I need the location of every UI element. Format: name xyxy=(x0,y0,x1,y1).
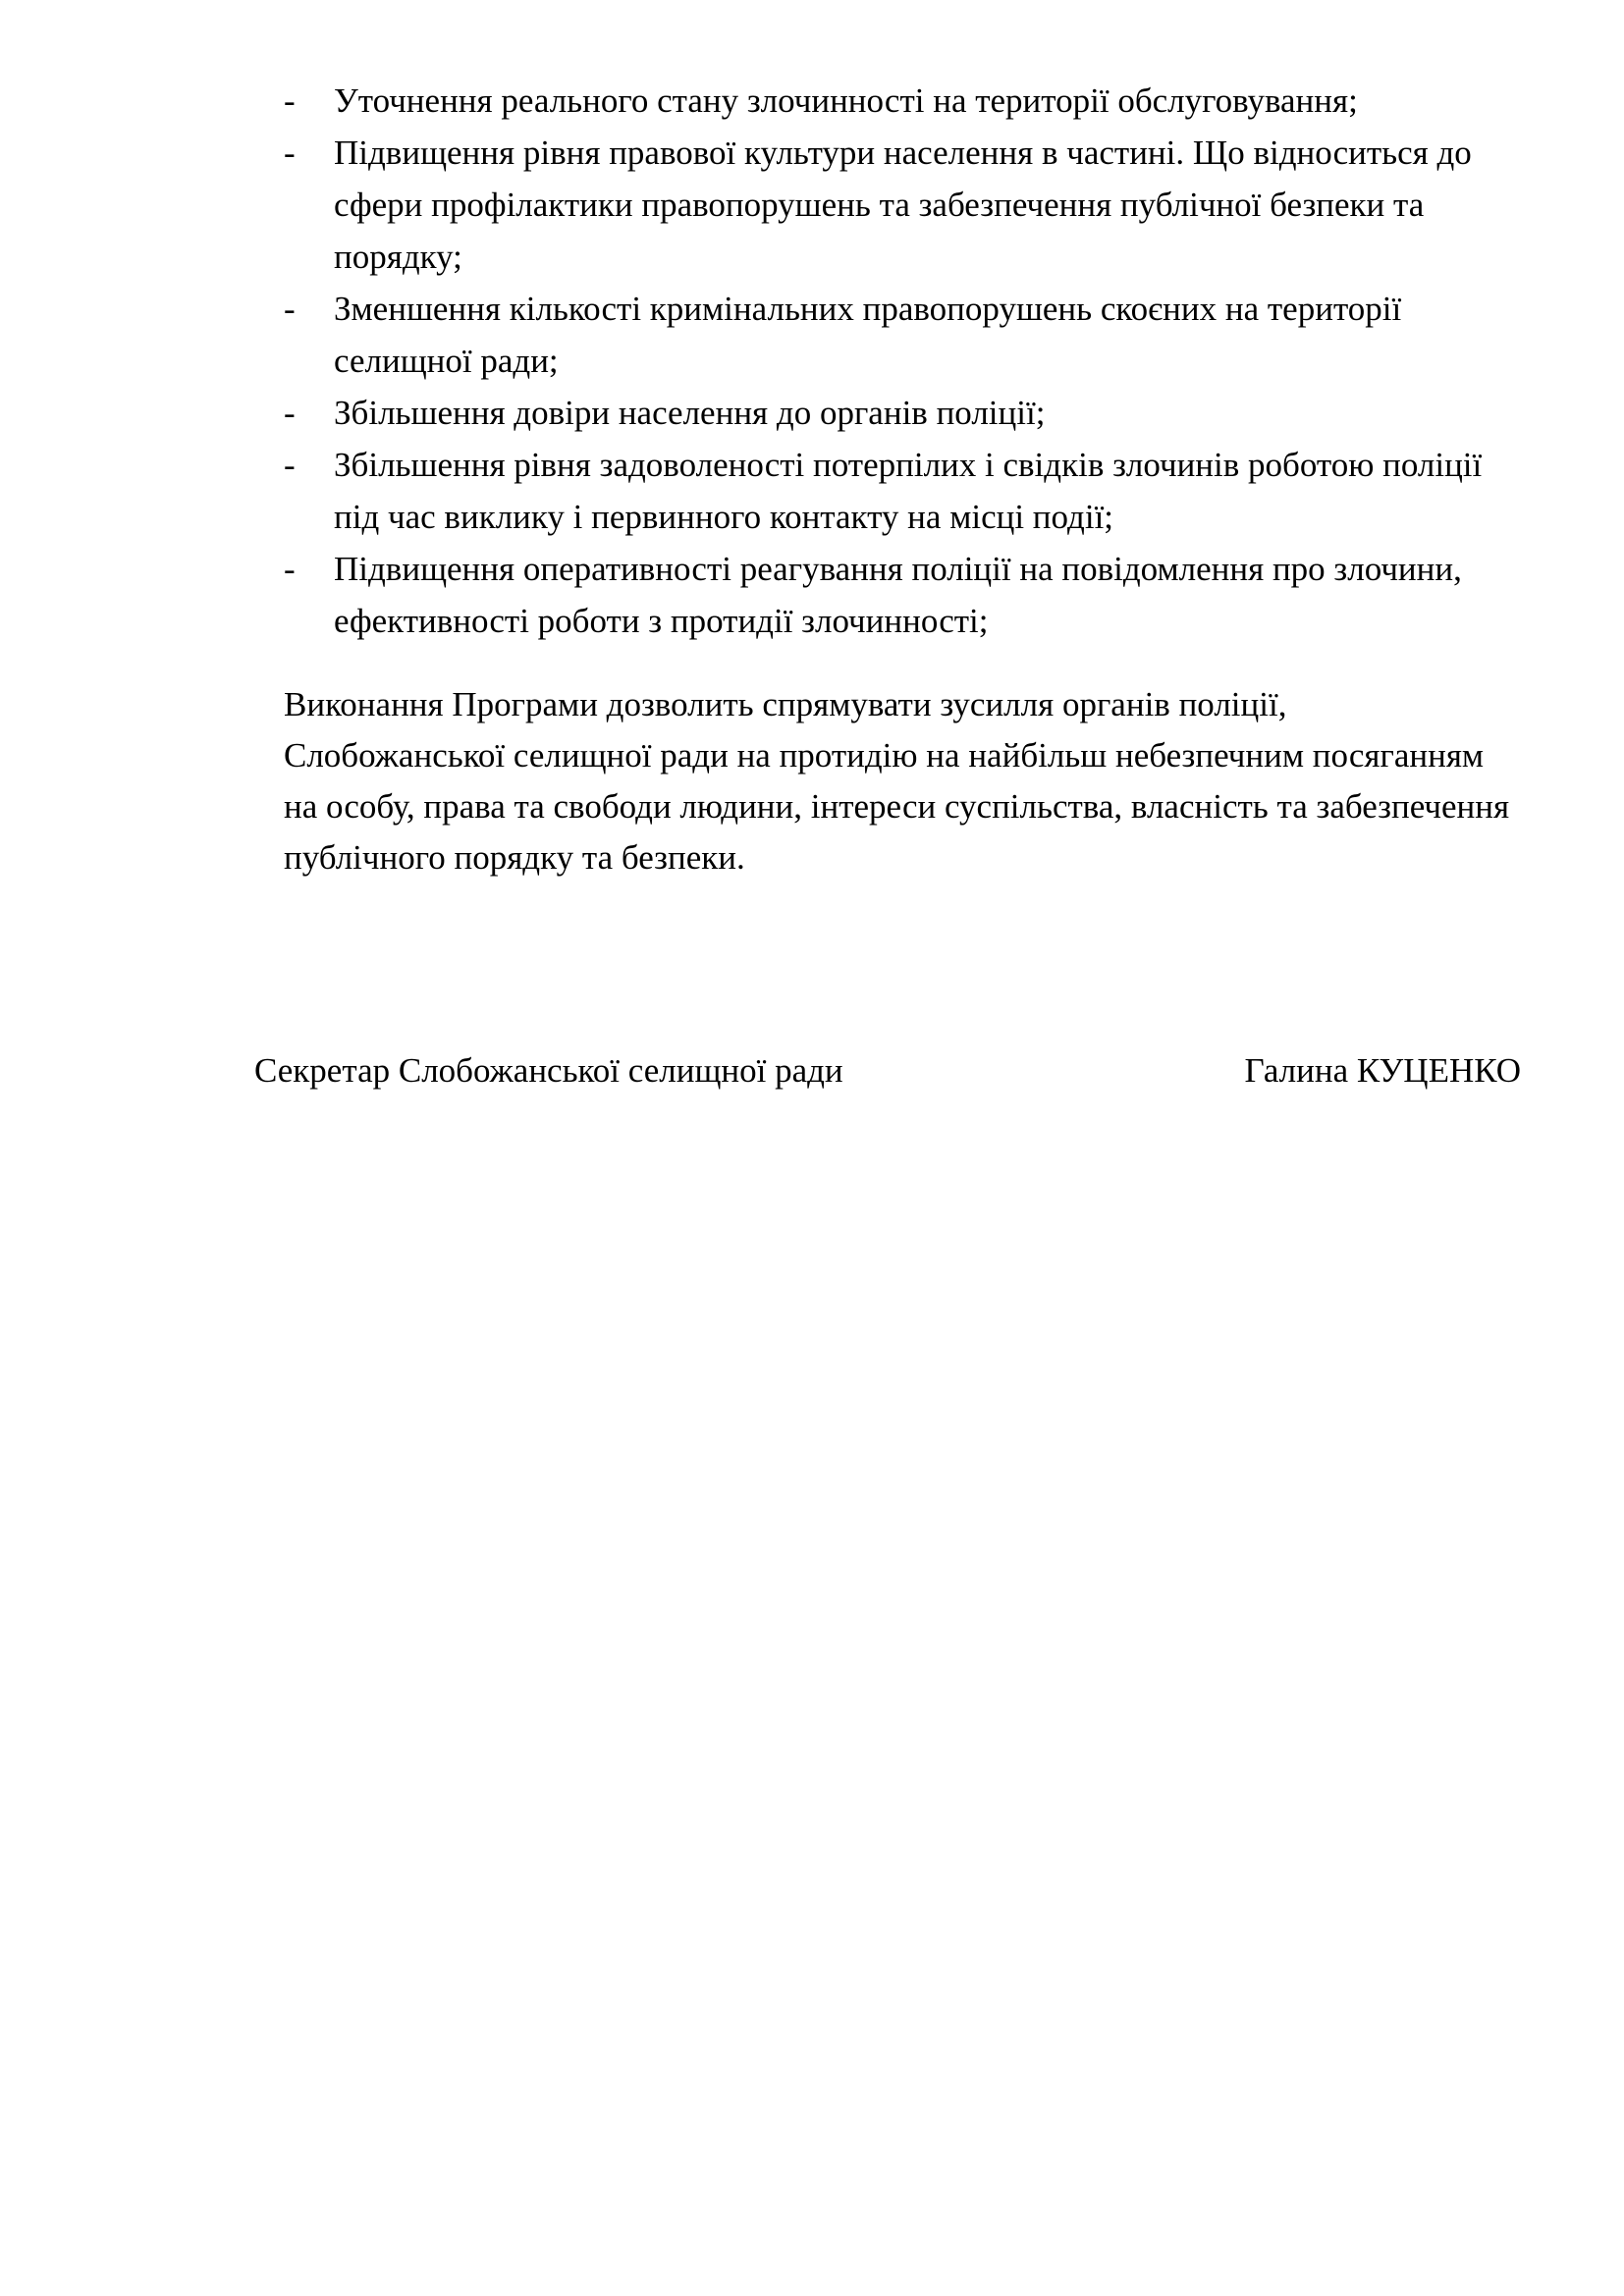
bullet-dash: - xyxy=(284,290,296,328)
list-item xyxy=(284,283,1521,387)
list-item xyxy=(284,543,1521,647)
bullet-dash: - xyxy=(284,133,296,172)
outcomes-list xyxy=(284,75,1521,647)
list-item-text: Зменшення кількості кримінальних правопорушень скоєних на території селищної ради; xyxy=(334,290,1402,380)
list-item xyxy=(284,127,1521,283)
list-item-text: Збільшення рівня задоволеності потерпілих і свідків злочинів роботою поліції під час виклику і первинного контакту на місці події; xyxy=(334,446,1483,536)
list-item-text: Підвищення оперативності реагування поліції на повідомлення про злочини, ефективності роботи з протидії злочинності; xyxy=(334,550,1462,640)
signatory-name: Галина КУЦЕНКО xyxy=(1244,1051,1521,1090)
bullet-dash: - xyxy=(284,394,296,432)
bullet-dash: - xyxy=(284,81,296,120)
list-item-text: Уточнення реального стану злочинності на території обслуговування; xyxy=(334,81,1358,120)
list-item xyxy=(284,387,1521,439)
list-item xyxy=(284,75,1521,127)
list-item xyxy=(284,439,1521,543)
list-item-text: Збільшення довіри населення до органів поліції; xyxy=(334,394,1046,432)
bullet-dash: - xyxy=(284,446,296,484)
list-item-text: Підвищення рівня правової культури населення в частині. Що відноситься до сфери профілактики правопорушень та забезпечення публічної безпеки та порядку; xyxy=(334,133,1472,276)
signatory-role: Секретар Слобожанської селищної ради xyxy=(254,1051,843,1090)
bullet-dash: - xyxy=(284,550,296,588)
summary-paragraph: Виконання Програми дозволить спрямувати зусилля органів поліції, Слобожанської селищної ради на протидію на найбільш небезпечним посяганням на особу, права та свободи людини, інтереси суспільства, власність та забезпечення публічного порядку та безпеки. xyxy=(284,685,1510,877)
signature-block xyxy=(254,1044,1521,1097)
